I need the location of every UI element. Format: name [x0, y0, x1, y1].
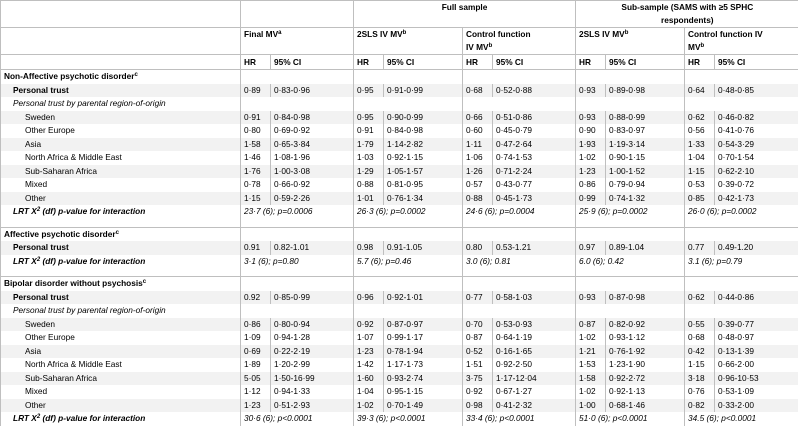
ci-value: 1·17-12·04	[493, 372, 576, 386]
ci-value: 0·46-0·82	[715, 111, 798, 125]
region-row	[1, 124, 798, 138]
ci-value: 0·70-1·54	[715, 151, 798, 165]
hr-value: 1·89	[241, 358, 271, 372]
hr-value: 0·68	[463, 84, 493, 98]
ci-value: 0·92-2·50	[493, 358, 576, 372]
ci-value: 0·92-1·13	[606, 385, 685, 399]
ci-value: 0·51-0·86	[493, 111, 576, 125]
hr-value: 0·91	[354, 124, 384, 138]
personal-trust-row	[1, 84, 798, 98]
ci-value: 0·84-0·98	[384, 124, 463, 138]
spacer-cell	[1, 219, 241, 228]
spacer-cell	[463, 219, 576, 228]
empty-cell	[354, 97, 463, 111]
empty-cell	[576, 304, 685, 318]
ci-value: 0·47-2·64	[493, 138, 576, 152]
region-row	[1, 318, 798, 332]
hr-value: 0·66	[463, 111, 493, 125]
lrt-row	[1, 205, 798, 219]
hr-value: 0·42	[685, 345, 715, 359]
hr-value: 1·15	[685, 358, 715, 372]
empty-cell	[241, 277, 354, 291]
lrt-value: 3.1 (6); p=0.79	[685, 255, 798, 269]
region-row	[1, 178, 798, 192]
hr-value: 1·76	[241, 165, 271, 179]
ci-header: 95% CI	[606, 55, 685, 70]
empty-cell	[354, 277, 463, 291]
hr-value: 0·91	[241, 111, 271, 125]
hr-value: 1·23	[576, 165, 606, 179]
ci-value: 1·20-2·99	[271, 358, 354, 372]
ci-value: 0·45-0·79	[493, 124, 576, 138]
ci-value: 0.91-1.05	[384, 241, 463, 255]
spacer-cell	[576, 219, 685, 228]
ci-value: 0·92-2·72	[606, 372, 685, 386]
hr-value: 1·60	[354, 372, 384, 386]
hr-value: 0·57	[463, 178, 493, 192]
spacer-cell	[354, 219, 463, 228]
spacer-row	[1, 268, 798, 277]
iv-2sls-sub-header: 2SLS IV $MV^b$	[576, 28, 685, 42]
hr-value: 1·00	[576, 399, 606, 413]
hr-value: 3·18	[685, 372, 715, 386]
empty-cell	[685, 277, 798, 291]
empty-cell	[576, 70, 685, 84]
control-full-header-line2: IV $MV^b$	[463, 41, 576, 55]
hr-value: 0·96	[354, 291, 384, 305]
header-row-3	[1, 28, 798, 42]
sub-sample-header: Sub-sample (SAMS with ≥5 SPHC	[576, 1, 798, 15]
lrt-value: 26·3 (6); p=0.0002	[354, 205, 463, 219]
ci-value: 0.49-1.20	[715, 241, 798, 255]
hr-value: 1·23	[354, 345, 384, 359]
lrt-value: 23·7 (6); p=0.0006	[241, 205, 354, 219]
region-row	[1, 372, 798, 386]
spacer-cell	[354, 268, 463, 277]
hr-value: 0·93	[576, 291, 606, 305]
region-row	[1, 385, 798, 399]
region-row	[1, 192, 798, 206]
empty-cell	[241, 97, 354, 111]
hr-header: HR	[463, 55, 493, 70]
hr-value: 0·70	[463, 318, 493, 332]
ci-value: 0·99-1·17	[384, 331, 463, 345]
ci-value: 0·65-3·84	[271, 138, 354, 152]
ci-value: 0·95-1·15	[384, 385, 463, 399]
ci-value: 0·91-0·99	[384, 84, 463, 98]
ci-value: 0·68-1·46	[606, 399, 685, 413]
ci-value: 0·64-1·19	[493, 331, 576, 345]
hr-value: 0·86	[241, 318, 271, 332]
section-title: Non-Affective psychotic disorder$^c$	[1, 70, 241, 84]
region-row	[1, 111, 798, 125]
ci-value: 0·71-2·24	[493, 165, 576, 179]
region-row	[1, 331, 798, 345]
empty-cell	[241, 227, 354, 241]
ci-value: 0·74-1·32	[606, 192, 685, 206]
ci-value: 1·08-1·96	[271, 151, 354, 165]
header-row-2	[1, 14, 798, 28]
ci-value: 0.82-1.01	[271, 241, 354, 255]
spacer-cell	[685, 268, 798, 277]
hr-value: 1·11	[463, 138, 493, 152]
ci-value: 0·48-0·97	[715, 331, 798, 345]
ci-value: 0·53-0·93	[493, 318, 576, 332]
hr-value: 0·77	[463, 291, 493, 305]
ci-value: 0·76-1·34	[384, 192, 463, 206]
hr-value: 0·88	[463, 192, 493, 206]
ci-value: 0·92-1·15	[384, 151, 463, 165]
personal-trust-row	[1, 291, 798, 305]
ci-value: 0·52-0·88	[493, 84, 576, 98]
ci-header: 95% CI	[271, 55, 354, 70]
control-sub-header: Control function IV	[685, 28, 798, 42]
hr-value: 1·06	[463, 151, 493, 165]
sub-sample-header-line2: respondents)	[576, 14, 798, 28]
section-title-row	[1, 277, 798, 291]
ci-value: 0·80-0·94	[271, 318, 354, 332]
hr-value: 1·02	[354, 399, 384, 413]
personal-trust-label: Personal trust	[1, 291, 241, 305]
ci-value: 1·17-1·73	[384, 358, 463, 372]
empty-cell	[354, 70, 463, 84]
region-label: Personal trust by parental region-of-origin	[1, 304, 241, 318]
empty-cell	[576, 227, 685, 241]
hr-value: 1·15	[241, 192, 271, 206]
lrt-row	[1, 412, 798, 426]
hr-value: 1·29	[354, 165, 384, 179]
ci-value: 0·84-0·98	[271, 111, 354, 125]
region-name: North Africa & Middle East	[1, 151, 241, 165]
ci-header: 95% CI	[715, 55, 798, 70]
ci-value: 0.89-1.04	[606, 241, 685, 255]
ci-value: 0·33-2·00	[715, 399, 798, 413]
region-name: Other Europe	[1, 124, 241, 138]
region-row	[1, 138, 798, 152]
region-name: Sweden	[1, 318, 241, 332]
hr-value: 1·93	[576, 138, 606, 152]
ci-header: 95% CI	[384, 55, 463, 70]
ci-value: 1·19-3·14	[606, 138, 685, 152]
ci-value: 0·70-1·49	[384, 399, 463, 413]
ci-value: 0·22-2·19	[271, 345, 354, 359]
lrt-value: 30·6 (6); p<0.0001	[241, 412, 354, 426]
ci-value: 0·16-1·65	[493, 345, 576, 359]
region-name: Other	[1, 192, 241, 206]
ci-value: 0·83-0·97	[606, 124, 685, 138]
lrt-label: LRT $X^2$ (df) p-value for interaction	[1, 412, 241, 426]
hr-value: 0·87	[576, 318, 606, 332]
ci-value: 0·53-1·09	[715, 385, 798, 399]
hr-value: 0.92	[241, 291, 271, 305]
hr-value: 1·33	[685, 138, 715, 152]
hr-value: 0·56	[685, 124, 715, 138]
ci-value: 1·23-1·90	[606, 358, 685, 372]
hr-value: 0·95	[354, 84, 384, 98]
hr-value: 1·42	[354, 358, 384, 372]
hr-value: 0·95	[354, 111, 384, 125]
hr-value: 1·26	[463, 165, 493, 179]
empty-cell	[463, 70, 576, 84]
hr-value: 5·05	[241, 372, 271, 386]
empty-cell	[685, 227, 798, 241]
ci-value: 0·51-2·93	[271, 399, 354, 413]
hr-value: 1·02	[576, 331, 606, 345]
hr-header: HR	[241, 55, 271, 70]
ci-value: 0·59-2·26	[271, 192, 354, 206]
region-name: Sub-Saharan Africa	[1, 372, 241, 386]
ci-value: 0.53-1.21	[493, 241, 576, 255]
region-row	[1, 165, 798, 179]
spacer-cell	[463, 268, 576, 277]
region-row	[1, 399, 798, 413]
hr-value: 0.98	[354, 241, 384, 255]
ci-value: 0·85-0·99	[271, 291, 354, 305]
ci-value: 0·67-1·27	[493, 385, 576, 399]
hr-value: 0·86	[576, 178, 606, 192]
hr-value: 0·69	[241, 345, 271, 359]
empty-cell	[463, 277, 576, 291]
control-sub-header-line2: $MV^b$	[685, 41, 798, 55]
header-row-1	[1, 1, 798, 15]
hr-value: 0·98	[463, 399, 493, 413]
ci-value: 0·54-3·29	[715, 138, 798, 152]
ci-value: 1·14-2·82	[384, 138, 463, 152]
empty-cell	[241, 304, 354, 318]
ci-value: 1·05-1·57	[384, 165, 463, 179]
hr-value: 0·85	[685, 192, 715, 206]
empty-cell	[354, 304, 463, 318]
region-label: Personal trust by parental region-of-origin	[1, 97, 241, 111]
spacer-cell	[241, 268, 354, 277]
region-name: North Africa & Middle East	[1, 358, 241, 372]
hr-value: 0.97	[576, 241, 606, 255]
hr-value: 0·78	[241, 178, 271, 192]
ci-value: 0·78-1·94	[384, 345, 463, 359]
lrt-value: 25·9 (6); p=0.0002	[576, 205, 685, 219]
empty-cell	[685, 304, 798, 318]
region-label-row	[1, 304, 798, 318]
lrt-value: 33·4 (6); p<0.0001	[463, 412, 576, 426]
header-row-4	[1, 41, 798, 55]
ci-value: 0·42-1·73	[715, 192, 798, 206]
ci-value: 0·41-2·32	[493, 399, 576, 413]
ci-value: 0·87-0·97	[384, 318, 463, 332]
hr-value: 1·07	[354, 331, 384, 345]
hr-value: 0·55	[685, 318, 715, 332]
ci-value: 0·94-1·28	[271, 331, 354, 345]
region-row	[1, 151, 798, 165]
full-sample-header: Full sample	[354, 1, 576, 15]
hr-value: 0.91	[241, 241, 271, 255]
spacer-cell	[685, 219, 798, 228]
ci-value: 0·43-0·77	[493, 178, 576, 192]
hr-value: 1·01	[354, 192, 384, 206]
hr-header: HR	[576, 55, 606, 70]
hr-value: 1·03	[354, 151, 384, 165]
hr-value: 1·04	[685, 151, 715, 165]
empty-cell	[241, 70, 354, 84]
empty-cell	[354, 227, 463, 241]
ci-value: 0·92-1·01	[384, 291, 463, 305]
hr-value: 0·87	[463, 331, 493, 345]
final-mv-header: Final $MV^a$	[241, 28, 354, 42]
lrt-value: 51·0 (6); p<0.0001	[576, 412, 685, 426]
ci-value: 0·81-0·95	[384, 178, 463, 192]
hr-value: 0·89	[241, 84, 271, 98]
lrt-label: LRT $X^2$ (df) p-value for interaction	[1, 255, 241, 269]
empty-cell	[463, 304, 576, 318]
hr-value: 1·02	[576, 151, 606, 165]
ci-value: 0·87-0·98	[606, 291, 685, 305]
empty-cell	[463, 97, 576, 111]
hr-value: 0·93	[576, 84, 606, 98]
hr-value: 0·82	[685, 399, 715, 413]
hr-header: HR	[685, 55, 715, 70]
hr-value: 1·12	[241, 385, 271, 399]
hr-value: 0·80	[241, 124, 271, 138]
ci-value: 1·00-3·08	[271, 165, 354, 179]
hr-value: 0·52	[463, 345, 493, 359]
lrt-value: 26·0 (6); p=0.0002	[685, 205, 798, 219]
empty-cell	[685, 97, 798, 111]
hr-value: 0·90	[576, 124, 606, 138]
ci-value: 0·83-0·96	[271, 84, 354, 98]
empty-cell	[576, 277, 685, 291]
spacer-cell	[1, 268, 241, 277]
hr-value: 0·99	[576, 192, 606, 206]
region-name: Asia	[1, 138, 241, 152]
region-name: Mixed	[1, 178, 241, 192]
ci-value: 0·39-0·77	[715, 318, 798, 332]
region-name: Other Europe	[1, 331, 241, 345]
ci-value: 0·48-0·85	[715, 84, 798, 98]
hr-header: HR	[354, 55, 384, 70]
region-name: Sweden	[1, 111, 241, 125]
hr-value: 1·02	[576, 385, 606, 399]
ci-value: 0·93-1·12	[606, 331, 685, 345]
hr-value: 1·09	[241, 331, 271, 345]
hr-value: 0.80	[463, 241, 493, 255]
ci-value: 0·89-0·98	[606, 84, 685, 98]
ci-value: 0·41-0·76	[715, 124, 798, 138]
hr-value: 1·46	[241, 151, 271, 165]
lrt-value: 34.5 (6); p<0.0001	[685, 412, 798, 426]
ci-value: 0·66-2·00	[715, 358, 798, 372]
section-title-row	[1, 227, 798, 241]
ci-value: 0·39-0·72	[715, 178, 798, 192]
section-title-row	[1, 70, 798, 84]
ci-value: 0·93-2·74	[384, 372, 463, 386]
region-label-row	[1, 97, 798, 111]
ci-value: 0·69-0·92	[271, 124, 354, 138]
hr-value: 0·88	[354, 178, 384, 192]
hr-value: 0·64	[685, 84, 715, 98]
region-row	[1, 358, 798, 372]
hr-value: 1·53	[576, 358, 606, 372]
ci-value: 0·76-1·92	[606, 345, 685, 359]
lrt-value: 3.0 (6); 0.81	[463, 255, 576, 269]
empty-cell	[685, 70, 798, 84]
section-title: Bipolar disorder without psychosis$^c$	[1, 277, 241, 291]
hr-value: 0·62	[685, 291, 715, 305]
ci-value: 0·62-2·10	[715, 165, 798, 179]
hr-value: 1·21	[576, 345, 606, 359]
region-row	[1, 345, 798, 359]
lrt-row	[1, 255, 798, 269]
ci-value: 0·58-1·03	[493, 291, 576, 305]
personal-trust-label: Personal trust	[1, 241, 241, 255]
ci-value: 0·90-0·99	[384, 111, 463, 125]
ci-value: 1·00-1·52	[606, 165, 685, 179]
hr-value: 1·79	[354, 138, 384, 152]
ci-value: 0·66-0·92	[271, 178, 354, 192]
spacer-cell	[576, 268, 685, 277]
section-title: Affective psychotic disorder$^c$	[1, 227, 241, 241]
lrt-value: 24·6 (6); p=0.0004	[463, 205, 576, 219]
spacer-row	[1, 219, 798, 228]
iv-2sls-full-header: 2SLS IV $MV^b$	[354, 28, 463, 42]
control-full-header: Control function	[463, 28, 576, 42]
ci-value: 0·90-1·15	[606, 151, 685, 165]
hr-value: 1·58	[576, 372, 606, 386]
spacer-cell	[241, 219, 354, 228]
hr-value: 0·60	[463, 124, 493, 138]
ci-value: 0·96-10·53	[715, 372, 798, 386]
lrt-value: 5.7 (6); p=0.46	[354, 255, 463, 269]
hr-value: 0.77	[685, 241, 715, 255]
hr-value: 1·15	[685, 165, 715, 179]
hr-value: 1·51	[463, 358, 493, 372]
hr-value: 0·92	[354, 318, 384, 332]
hr-value: 0·53	[685, 178, 715, 192]
region-name: Sub-Saharan Africa	[1, 165, 241, 179]
header-row-columns	[1, 55, 798, 70]
ci-value: 0·13-1·39	[715, 345, 798, 359]
hr-value: 3·75	[463, 372, 493, 386]
hr-value: 1·23	[241, 399, 271, 413]
hr-value: 0·76	[685, 385, 715, 399]
ci-value: 0·88-0·99	[606, 111, 685, 125]
hr-value: 1·04	[354, 385, 384, 399]
hr-value: 0·93	[576, 111, 606, 125]
hr-value: 0·62	[685, 111, 715, 125]
ci-value: 0·82-0·92	[606, 318, 685, 332]
region-name: Other	[1, 399, 241, 413]
ci-header: 95% CI	[493, 55, 576, 70]
lrt-label: LRT $X^2$ (df) p-value for interaction	[1, 205, 241, 219]
personal-trust-label: Personal trust	[1, 84, 241, 98]
lrt-value: 3·1 (6); p=0.80	[241, 255, 354, 269]
ci-value: 0·45-1·73	[493, 192, 576, 206]
lrt-value: 39·3 (6); p<0.0001	[354, 412, 463, 426]
hr-value: 0·68	[685, 331, 715, 345]
ci-value: 0·94-1·33	[271, 385, 354, 399]
empty-cell	[576, 97, 685, 111]
empty-cell	[463, 227, 576, 241]
hr-value: 1·58	[241, 138, 271, 152]
lrt-value: 6.0 (6); 0.42	[576, 255, 685, 269]
ci-value: 0·74-1·53	[493, 151, 576, 165]
ci-value: 1·50-16·99	[271, 372, 354, 386]
region-name: Asia	[1, 345, 241, 359]
personal-trust-row	[1, 241, 798, 255]
region-name: Mixed	[1, 385, 241, 399]
ci-value: 0·44-0·86	[715, 291, 798, 305]
hr-value: 0·92	[463, 385, 493, 399]
ci-value: 0·79-0·94	[606, 178, 685, 192]
